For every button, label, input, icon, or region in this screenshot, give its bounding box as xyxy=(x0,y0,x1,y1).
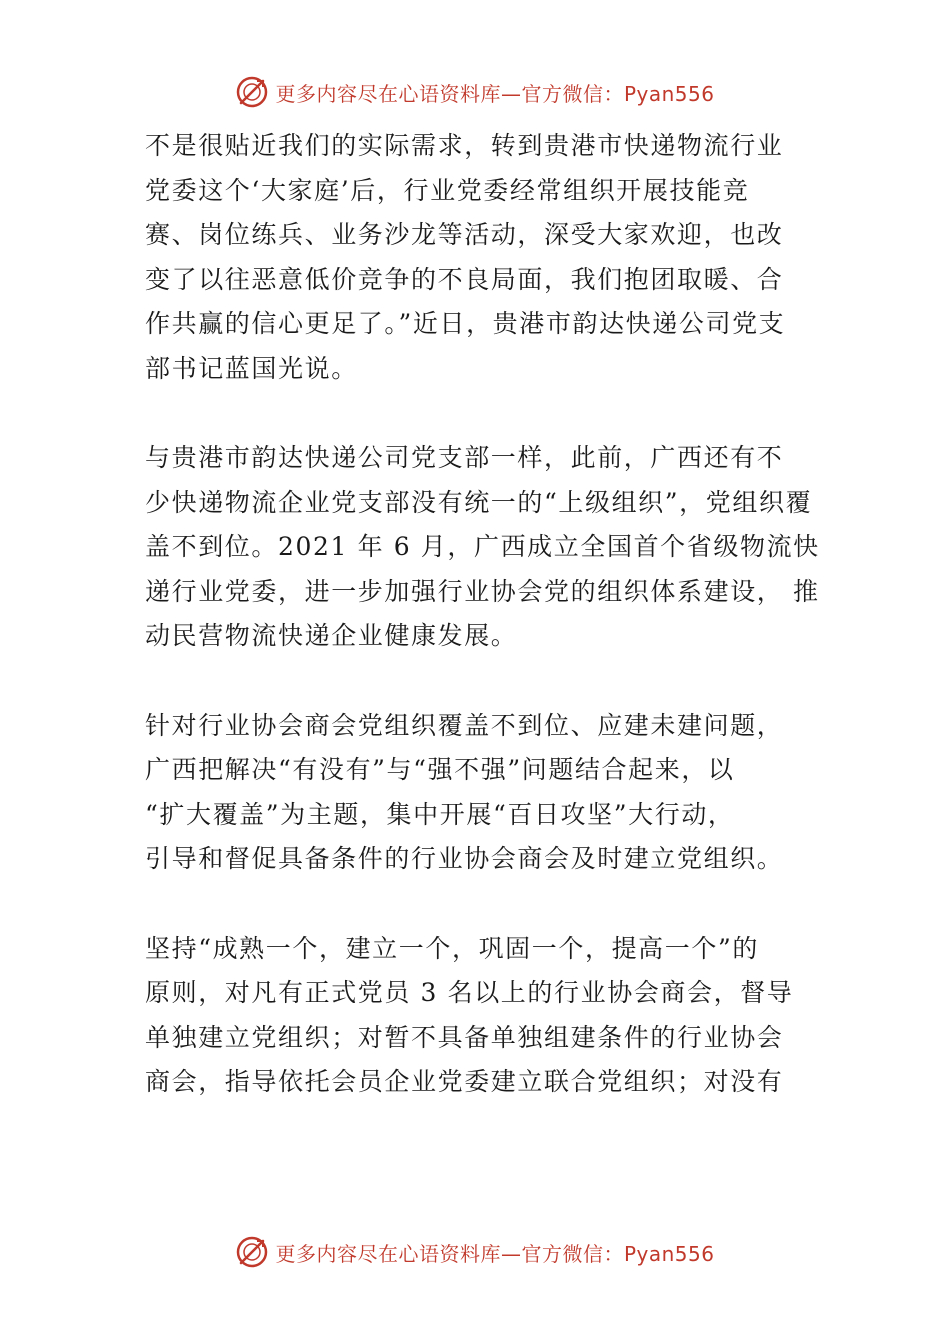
text-line: 党委这个‘大家庭’后，行业党委经常组织开展技能竞 xyxy=(145,175,750,205)
text-line: 广西把解决“有没有”与“强不强”问题结合起来，以 xyxy=(145,755,735,784)
text-line: 坚持“成熟一个，建立一个，巩固一个，提高一个”的 xyxy=(145,933,759,963)
text-line: 针对行业协会商会党组织覆盖不到位、应建未建问题， xyxy=(145,710,784,740)
text-line: 与贵港市韵达快递公司党支部一样，此前，广西还有不 xyxy=(145,443,784,472)
header-banner xyxy=(0,70,950,114)
banner-text: 更多内容尽在心语资料库—官方微信：Pyan556 xyxy=(275,1241,715,1266)
document-body xyxy=(145,124,825,1150)
paragraph-1 xyxy=(145,124,825,391)
text-line: 递行业党委，进一步加强行业协会党的组织体系建设， 推 xyxy=(145,576,820,606)
paragraph-4 xyxy=(145,927,825,1105)
text-line: 少快递物流企业党支部没有统一的“上级组织”，党组织覆 xyxy=(145,487,813,517)
banner-text: 更多内容尽在心语资料库—官方微信：Pyan556 xyxy=(275,81,715,106)
text-line: 作共赢的信心更足了。”近日，贵港市韵达快递公司党支 xyxy=(145,309,786,338)
paragraph-3 xyxy=(145,704,825,882)
text-line: 部书记蓝国光说。 xyxy=(145,353,358,383)
text-line: 变了以往恶意低价竞争的不良局面，我们抱团取暖、合 xyxy=(145,264,784,294)
logo-icon xyxy=(235,1235,269,1269)
text-line: 赛、岗位练兵、业务沙龙等活动，深受大家欢迎，也改 xyxy=(145,220,784,249)
text-line: 不是很贴近我们的实际需求，转到贵港市快递物流行业 xyxy=(145,131,784,160)
text-line: 商会，指导依托会员企业党委建立联合党组织；对没有 xyxy=(145,1067,784,1096)
logo-icon xyxy=(235,75,269,109)
text-line: 动民营物流快递企业健康发展。 xyxy=(145,621,518,650)
text-line: 盖不到位。2021 年 6 月，广西成立全国首个省级物流快 xyxy=(145,532,820,561)
text-line: 引导和督促具备条件的行业协会商会及时建立党组织。 xyxy=(145,844,784,873)
text-line: “扩大覆盖”为主题，集中开展“百日攻坚”大行动， xyxy=(145,799,735,829)
footer-banner xyxy=(0,1230,950,1274)
paragraph-2 xyxy=(145,436,825,659)
text-line: 原则，对凡有正式党员 3 名以上的行业协会商会，督导 xyxy=(145,978,794,1007)
text-line: 单独建立党组织；对暂不具备单独组建条件的行业协会 xyxy=(145,1022,784,1052)
